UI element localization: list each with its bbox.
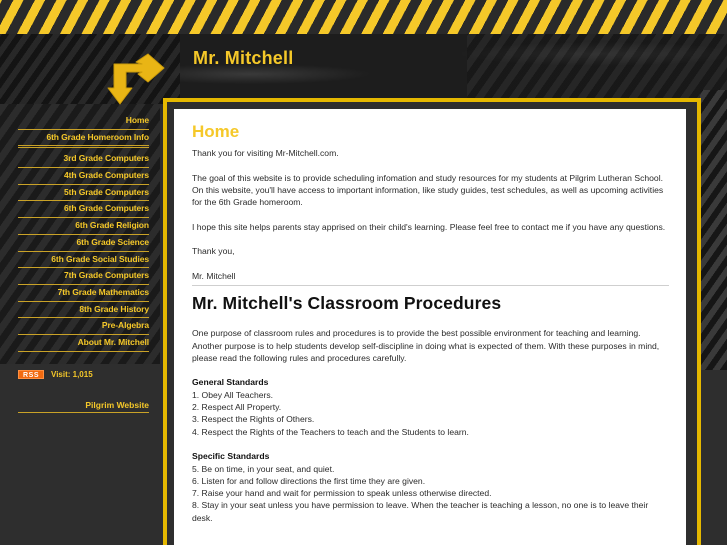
rss-visit-row: [18, 369, 149, 379]
list-item: 6. Listen for and follow directions the first time they are given.: [192, 475, 426, 486]
intro-signature: Mr. Mitchell: [192, 270, 236, 281]
nav-item-5th-grade-computers[interactable]: 5th Grade Computers: [18, 185, 149, 202]
list-item: 5. Be on time, in your seat, and quiet.: [192, 463, 335, 474]
intro-signoff: Thank you,: [192, 246, 235, 257]
nav-item-7th-grade-computers[interactable]: 7th Grade Computers: [18, 268, 149, 285]
right-background-texture: [700, 90, 727, 370]
list-item: 2. Respect All Property.: [192, 402, 282, 413]
nav-item-6th-grade-homeroom-info[interactable]: 6th Grade Homeroom Info: [18, 130, 149, 147]
sidebar-nav: [18, 113, 149, 352]
general-standards-heading: General Standards: [192, 377, 269, 388]
site-title[interactable]: Mr. Mitchell: [193, 48, 294, 68]
nav-item-6th-grade-science[interactable]: 6th Grade Science: [18, 235, 149, 252]
nav-item-about-mr-mitchell[interactable]: About Mr. Mitchell: [18, 335, 149, 352]
procedures-heading: Mr. Mitchell's Classroom Procedures: [192, 293, 502, 314]
content-panel-border: [163, 98, 701, 545]
nav-item-7th-grade-mathematics[interactable]: 7th Grade Mathematics: [18, 285, 149, 302]
rss-feed-button[interactable]: RSS: [18, 370, 44, 379]
nav-item-8th-grade-history[interactable]: 8th Grade History: [18, 302, 149, 319]
page-title: Home: [192, 122, 240, 141]
list-item: 8. Stay in your seat unless you have permission to leave. When the teacher is teaching a lesson, no one is to leave their desk.: [192, 500, 649, 523]
list-item: 1. Obey All Teachers.: [192, 389, 274, 400]
nav-item-6th-grade-religion[interactable]: 6th Grade Religion: [18, 218, 149, 235]
intro-paragraph-thanks: Thank you for visiting Mr-Mitchell.com.: [192, 148, 339, 158]
list-item: 4. Respect the Rights of the Teachers to teach and the Students to learn.: [192, 426, 469, 437]
content-area: [174, 109, 686, 545]
pilgrim-website-link[interactable]: Pilgrim Website: [18, 399, 149, 413]
general-standards-section: [192, 376, 669, 437]
nav-item-pre-algebra[interactable]: Pre-Algebra: [18, 318, 149, 335]
list-item: 7. Raise your hand and wait for permission to speak unless otherwise directed.: [192, 488, 492, 499]
intro-paragraph-parents: I hope this site helps parents stay apprised on their child's learning. Please feel free to contact me if you have any questions.: [192, 221, 666, 232]
intro-paragraph-goal: The goal of this website is to provide scheduling infomation and study resources for my students at Pilgrim Lutheran School. On this website, you'll have access to important information, like study guides, test schedules, as well as upcoming activities for the 6th Grade homeroom.: [192, 172, 664, 208]
nav-item-6th-grade-social-studies[interactable]: 6th Grade Social Studies: [18, 252, 149, 269]
double-arrow-icon: [106, 52, 168, 108]
nav-item-6th-grade-computers[interactable]: 6th Grade Computers: [18, 201, 149, 218]
nav-item-4th-grade-computers[interactable]: 4th Grade Computers: [18, 168, 149, 185]
procedures-intro: One purpose of classroom rules and procedures is to provide the best possible environment for teaching and learning. Another purpose is to help students develop self-discipline in doing what is expected of them. With these purposes in mind, please read the following rules and procedures carefully.: [192, 328, 660, 363]
nav-item-home[interactable]: Home: [18, 113, 149, 130]
specific-standards-section: [192, 450, 669, 524]
section-divider: [192, 285, 669, 286]
nav-item-3rd-grade-computers[interactable]: 3rd Grade Computers: [18, 151, 149, 168]
visit-counter: Visit: 1,015: [51, 369, 93, 379]
hazard-stripe-banner: [0, 0, 727, 34]
list-item: 3. Respect the Rights of Others.: [192, 414, 315, 425]
specific-standards-heading: Specific Standards: [192, 451, 270, 462]
nav-divider: [18, 147, 149, 148]
content-panel-frame: [167, 102, 697, 545]
